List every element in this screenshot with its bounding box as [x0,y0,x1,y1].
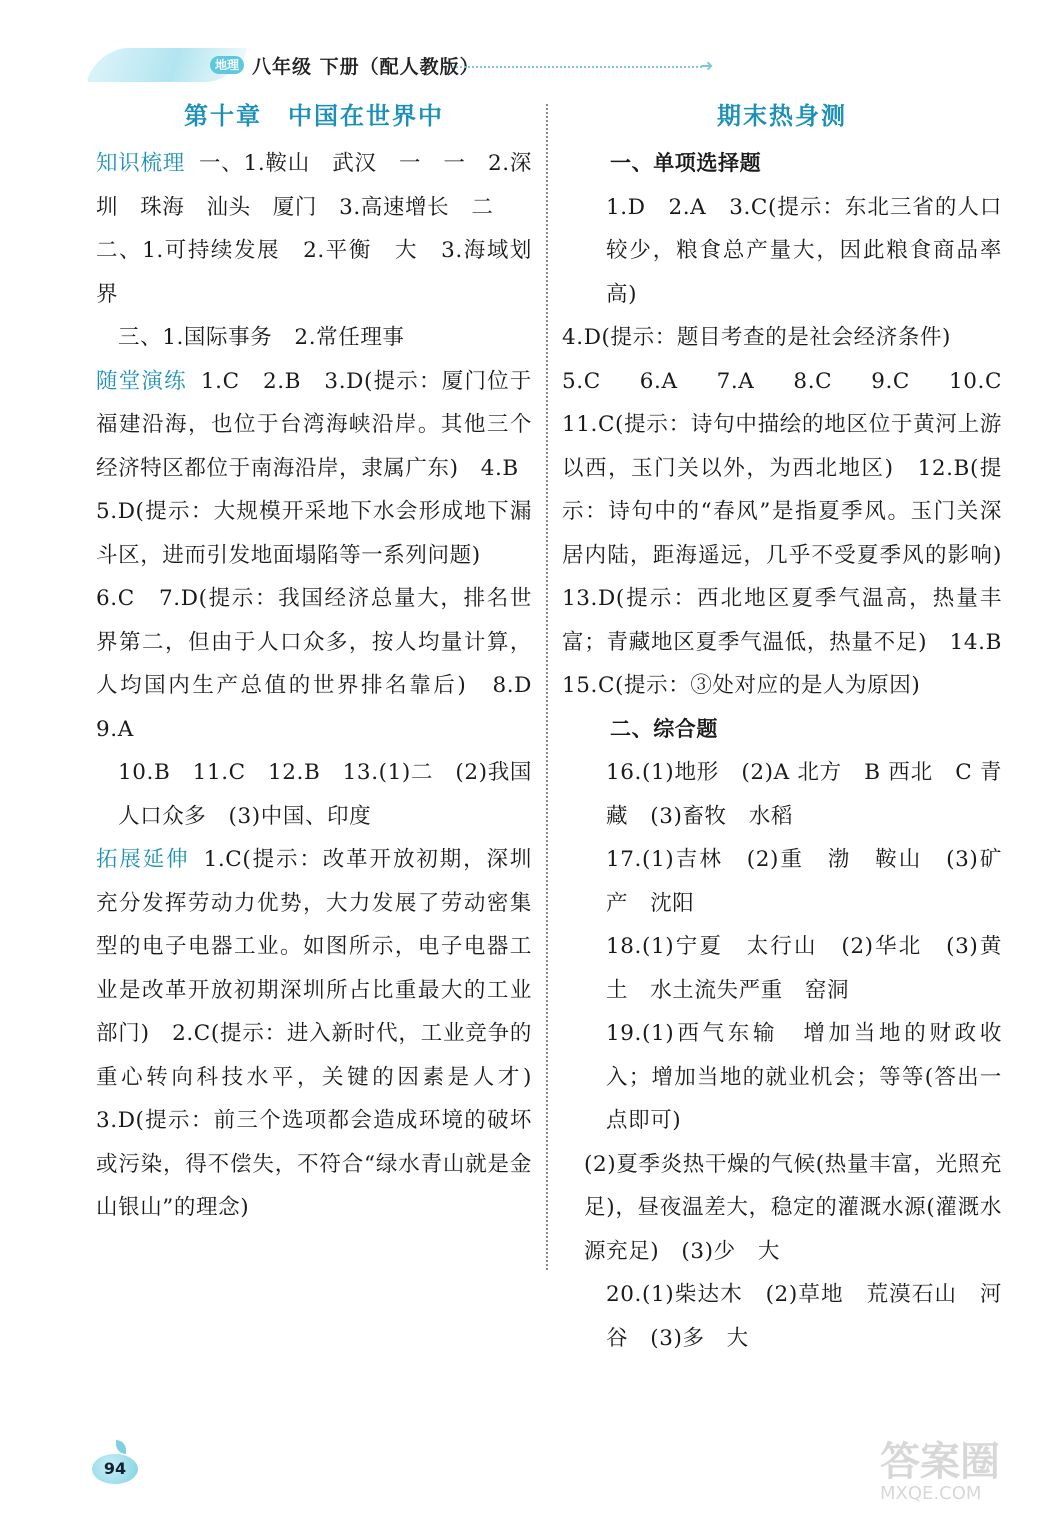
question-18: 18.(1)宁夏 太行山 (2)华北 (3)黄土 水土流失严重 窑洞 [606,934,1002,1003]
section-label-knowledge: 知识梳理 [96,151,186,176]
watermark [880,1430,1020,1520]
header-arrow-icon: ➜ [700,56,714,75]
answers-p3: 5.C 6.A 7.A 8.C 9.C 10.C 11.C(提示：诗句中描绘的地区位于黄河上游以西，玉门关以外，为西北地区) 12.B(提示：诗句中的“春风”是指夏季风。玉门关深居内陆，距海遥远，几乎不受夏季风的影响) 13.D(提示：西北地区夏季气温高，热量丰富；青藏地区夏季气温低，热量不足) 14.B 15.C(提示：③处对应的是人为原因) [562,368,1025,698]
knowledge-review-line2: 二、1.可持续发展 2.平衡 大 3.海域划界 [96,238,532,307]
answers-p1: 1.D 2.A 3.C(提示：东北三省的人口较少，粮食总产量大，因此粮食商品率高) [606,194,1002,307]
question-16: 16.(1)地形 (2)A 北方 B 西北 C 青藏 (3)畜牧 水稻 [606,760,1002,829]
class-practice-p3: 6.C 7.D(提示：我国经济总量大，排名世界第二，但由于人口众多，按人均量计算，人均国内生产总值的世界排名靠后) 8.D 9.A [96,586,555,742]
extension-p1: 拓展延伸 1.C(提示：改革开放初期，深圳充分发挥劳动力优势，大力发展了劳动密集型的电子电器工业。如图所示，电子电器工业是改革开放初期深圳所占比重最大的工业部门) 2.C(提示：进入新时代，工业竞争的重心转向科技水平，关键的因素是人才) 3.D(提示：前三个选项都会造成环境的破坏或污染，得不偿失，不符合“绿水青山就是金山银山”的理念) [96,847,555,1220]
watermark-url: MXQE.COM [880,1483,982,1504]
left-column [96,96,555,1230]
exam-title: 期末热身测 [717,102,847,130]
subject-badge: 地理 [210,56,244,74]
section-label-extension: 拓展延伸 [96,847,190,872]
right-column [562,96,1025,1360]
knowledge-review-line3: 三、1.国际事务 2.常任理事 [118,325,405,350]
page-header [0,40,1053,100]
book-title: 八年级 下册（配人教版） [252,56,480,78]
part1-heading: 一、单项选择题 [610,151,762,175]
question-17: 17.(1)吉林 (2)重 渤 鞍山 (3)矿产 沈阳 [606,847,1002,916]
class-practice-p4: 10.B 11.C 12.B 13.(1)二 (2)我国人口众多 (3)中国、印度 [118,760,532,829]
leaf-icon [116,1440,126,1454]
class-practice-p1: 随堂演练 1.C 2.B 3.D(提示：厦门位于福建沿海，也位于台湾海峡沿岸。其他三个经济特区都位于南海沿岸，隶属广东) 4.B [96,368,532,481]
question-19-part2: (2)夏季炎热干燥的气候(热量丰富，光照充足)，昼夜温差大，稳定的灌溉水源(灌溉水源充足) (3)少 大 [584,1151,1002,1264]
section-label-practice: 随堂演练 [96,368,187,394]
page-number: 94 [92,1454,138,1484]
question-20: 20.(1)柴达木 (2)草地 荒漠石山 河谷 (3)多 大 [606,1282,1002,1351]
chapter-title: 第十章 中国在世界中 [184,102,444,130]
class-practice-p2: 5.D(提示：大规模开采地下水会形成地下漏斗区，进而引发地面塌陷等一系列问题) [96,499,532,568]
question-19-part1: 19.(1)西气东输 增加当地的财政收入；增加当地的就业机会；等等(答出一点即可) [606,1021,1002,1133]
knowledge-review-line1: 知识梳理 一、1.鞍山 武汉 一 一 2.深圳 珠海 汕头 厦门 3.高速增长 二 [96,151,532,220]
header-dotted-line [452,66,702,68]
watermark-logo-text: 答案圈 [880,1439,1000,1485]
answers-p2: 4.D(提示：题目考查的是社会经济条件) [562,325,952,350]
part2-heading: 二、综合题 [610,716,718,741]
